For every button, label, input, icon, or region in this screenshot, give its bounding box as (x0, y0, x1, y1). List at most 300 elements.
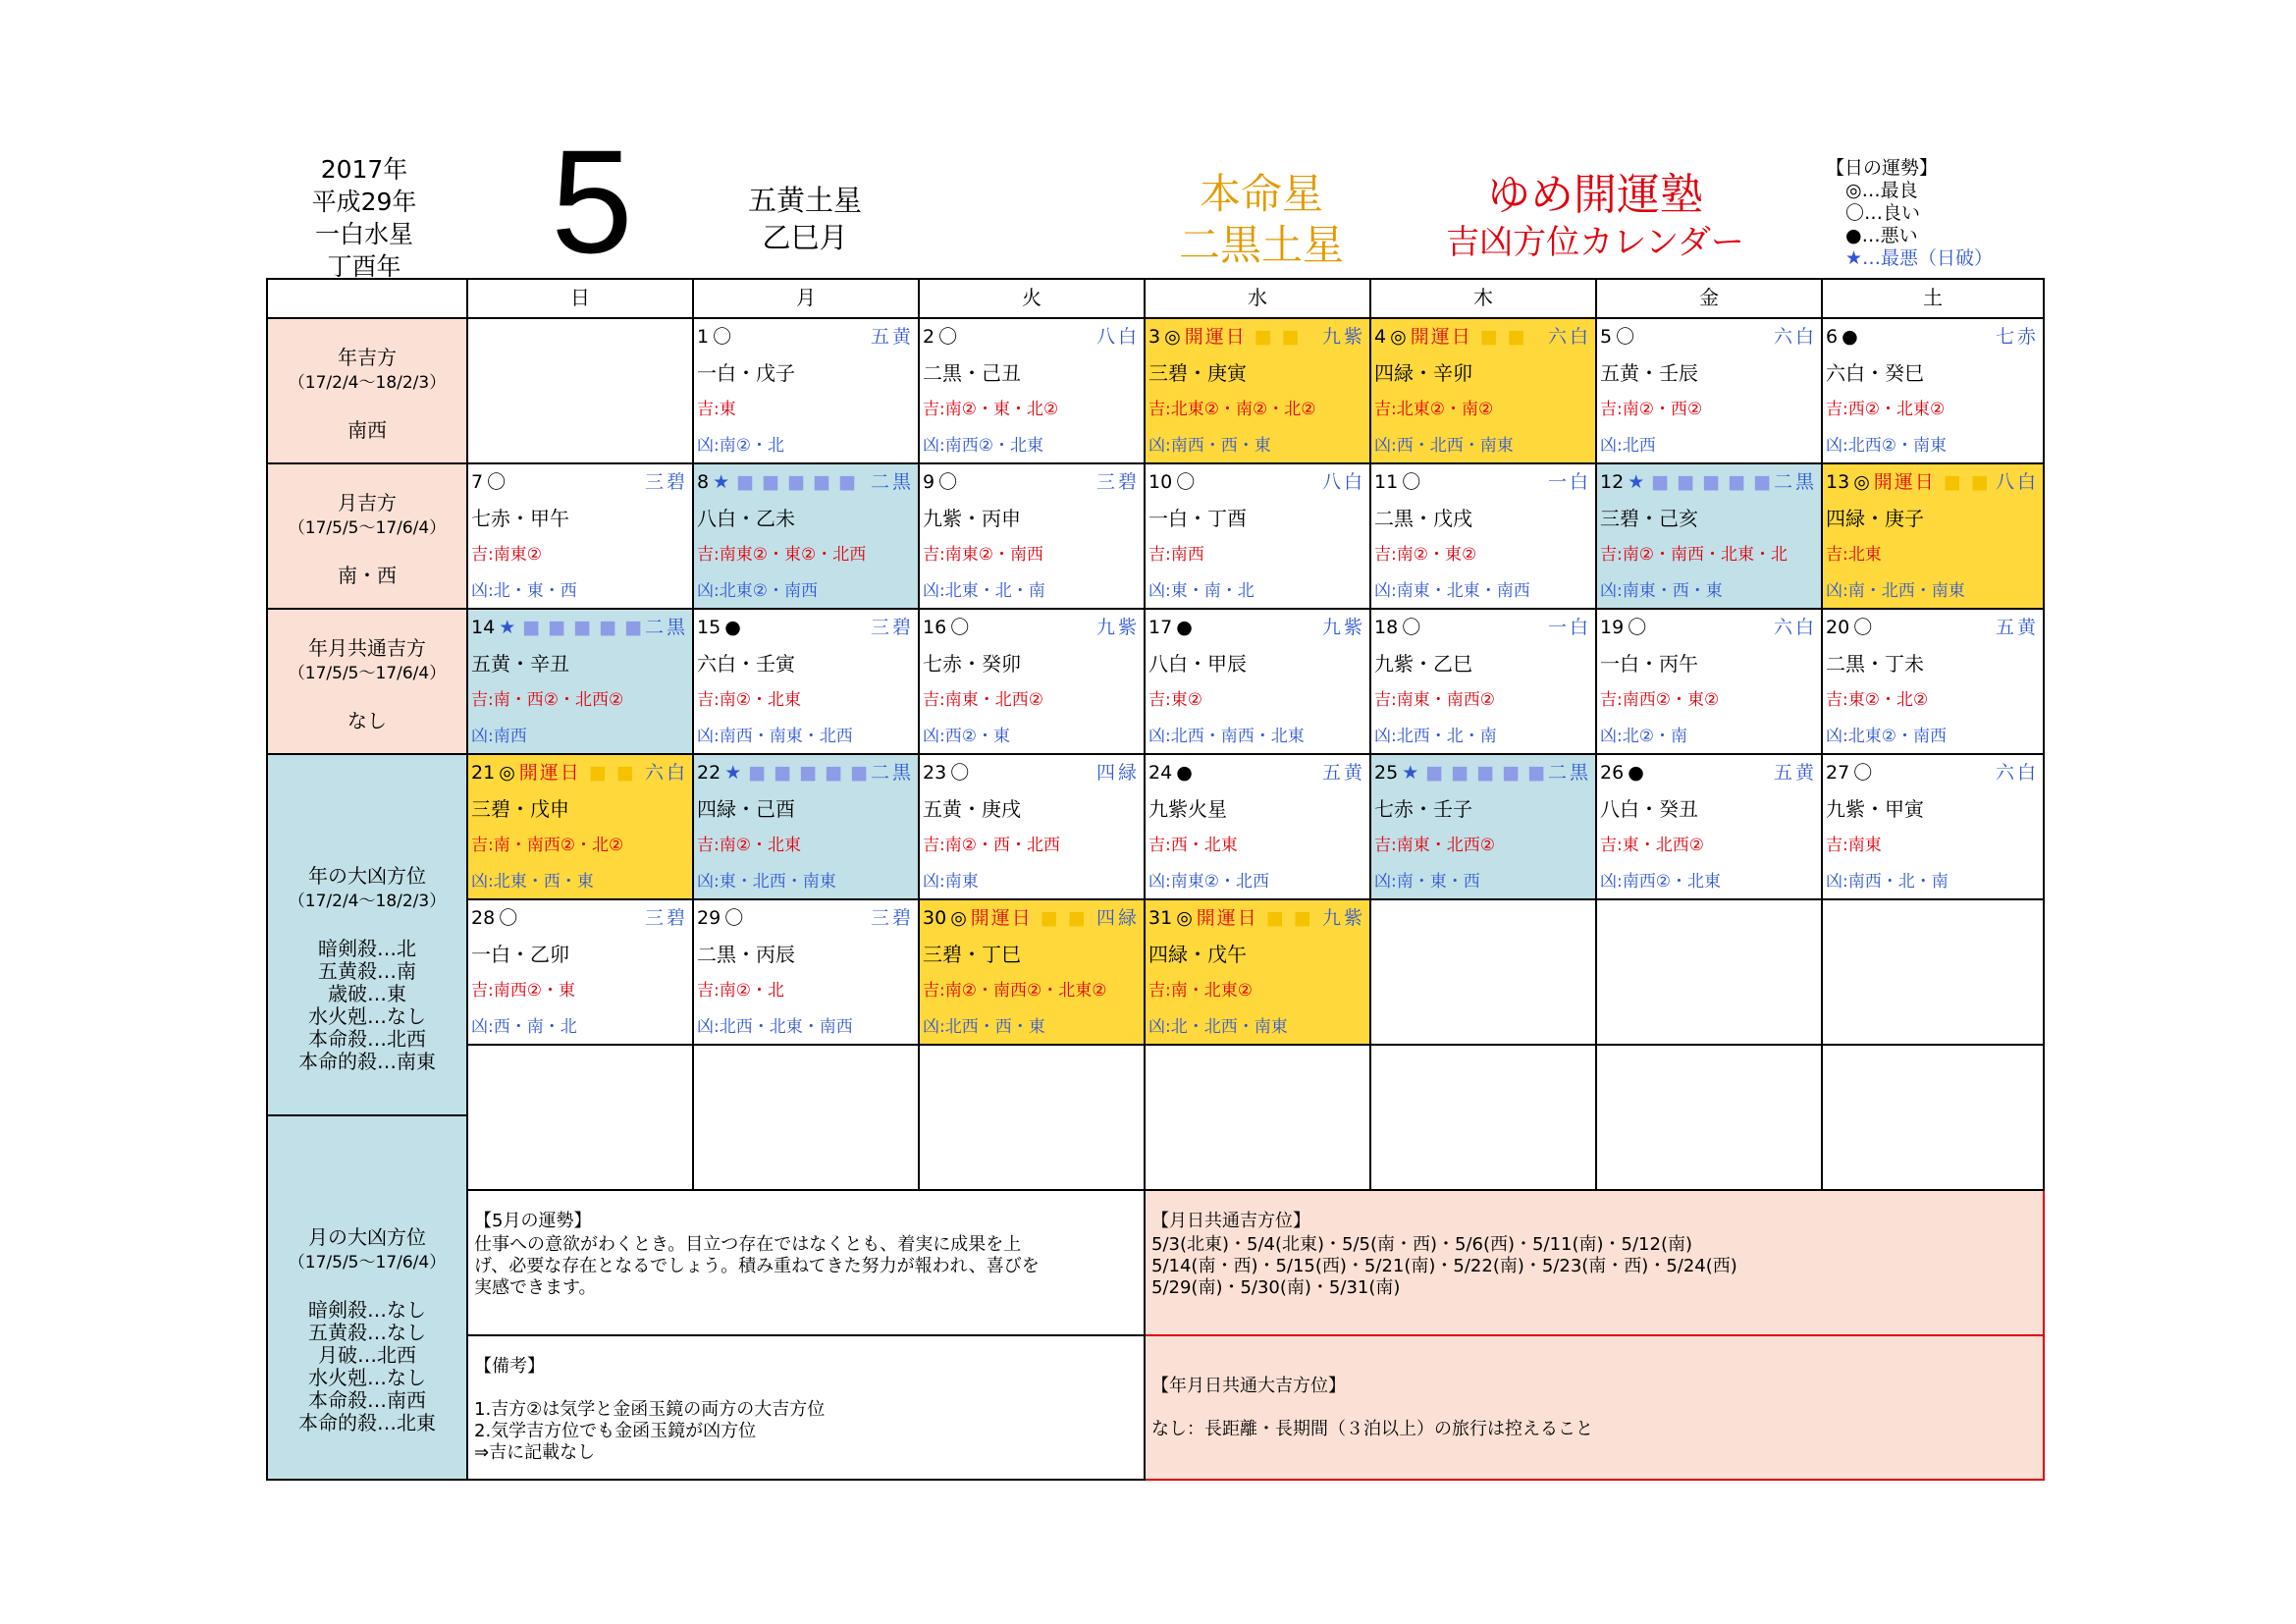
legend (1826, 157, 1993, 270)
fortune-mark: ◎ (1390, 326, 1407, 348)
day-cell (1371, 755, 1597, 900)
day-cell (1146, 610, 1371, 755)
kaiun-label: 開運日 (970, 907, 1033, 929)
day-number: 21 (471, 762, 496, 784)
sidebar-value: 本命殺…南西 (308, 1388, 426, 1412)
sidebar-dates: （17/5/5～17/6/4） (288, 518, 447, 538)
day-star: 六白 (1773, 326, 1817, 348)
day-number: 6 (1826, 326, 1839, 348)
day-number: 12 (1600, 471, 1625, 493)
empty-cell (1597, 900, 1823, 1046)
day-header-line (468, 900, 692, 937)
day-kanshi: 七赤・癸卯 (923, 652, 1021, 676)
brand-block (1433, 169, 1757, 263)
day-unlucky: 凶:北・北西・南東 (1148, 1017, 1288, 1037)
day-star: 五黄 (1773, 762, 1817, 784)
day-cell (468, 610, 694, 755)
fortune-mark: ◎ (1164, 326, 1181, 348)
great-lucky-note (1146, 1336, 2045, 1481)
day-lucky: 吉:南②・北東 (697, 690, 801, 710)
sidebar-value: なし (347, 709, 387, 732)
day-lucky: 吉:南東・南西② (1374, 690, 1495, 710)
day-kanshi: 六白・癸巳 (1826, 361, 1924, 385)
empty-cell (1371, 1046, 1597, 1191)
day-cell (1146, 464, 1371, 610)
day-header-line (1146, 610, 1369, 646)
memo-note (468, 1336, 1146, 1481)
day-number: 2 (923, 326, 935, 348)
day-lucky: 吉:南東 (1826, 836, 1882, 855)
day-header-line (694, 610, 918, 646)
day-kanshi: 二黒・丁未 (1826, 652, 1924, 676)
sidebar-value: 本命的殺…北東 (298, 1411, 436, 1435)
day-header-line (1597, 464, 1821, 501)
day-star: 七赤 (1995, 326, 2039, 348)
fortune-mark: ◎ (1176, 907, 1193, 929)
day-header-line (468, 464, 692, 501)
day-unlucky: 凶:北東②・南西 (1826, 727, 1947, 746)
day-unlucky: 凶:東・北西・南東 (697, 872, 836, 892)
sidebar-dates: （17/2/4～18/2/3） (288, 892, 447, 911)
weekday-header: 月 (694, 280, 920, 319)
day-unlucky: 凶:西・南・北 (471, 1017, 577, 1037)
weekday-header: 土 (1823, 280, 2045, 319)
decoration: ■ ■ (1246, 326, 1302, 348)
fortune-mark: 〇 (713, 326, 732, 348)
day-number: 14 (471, 617, 496, 638)
day-unlucky: 凶:南②・北 (697, 436, 784, 456)
day-kanshi: 三碧・庚寅 (1148, 361, 1247, 385)
day-kanshi: 四緑・辛卯 (1374, 361, 1472, 385)
fortune-mark: 〇 (1628, 617, 1647, 638)
day-star: 二黒 (1547, 762, 1591, 784)
fortune-mark: ★ (1628, 471, 1645, 493)
day-star: 三碧 (644, 471, 688, 493)
day-cell (1597, 319, 1823, 464)
sidebar-value: 五黄殺…南 (318, 959, 416, 983)
year-line: 2017年 (320, 155, 408, 184)
decoration: ■ ■ (1032, 907, 1088, 929)
weekday-header: 日 (468, 280, 694, 319)
day-lucky: 吉:南東②・南西 (923, 545, 1043, 565)
legend-good: 〇…良い (1845, 202, 1921, 224)
sidebar-section (268, 610, 468, 755)
day-star: 一白 (1547, 471, 1591, 493)
memo-title: 【備考】 (474, 1356, 545, 1377)
day-kanshi: 三碧・丁巳 (923, 943, 1021, 966)
day-star: 五黄 (1995, 617, 2039, 638)
day-unlucky: 凶:北西②・南東 (1826, 436, 1947, 456)
sidebar-value: 暗剣殺…なし (308, 1298, 426, 1322)
fortune-mark: ● (1176, 617, 1193, 638)
decoration: ■ ■ ■ ■ ■ (1418, 762, 1547, 784)
sidebar-section (268, 755, 468, 1116)
day-unlucky: 凶:南西 (471, 727, 527, 746)
day-number: 3 (1148, 326, 1161, 348)
day-number: 29 (697, 907, 721, 929)
day-header-line (468, 755, 692, 791)
day-cell (694, 319, 920, 464)
day-header-line (920, 319, 1144, 355)
kaiun-label: 開運日 (1410, 326, 1472, 348)
empty-cell (468, 1046, 694, 1191)
sidebar-values (268, 1299, 466, 1435)
day-unlucky: 凶:北東・西・東 (471, 872, 594, 892)
honmei-label: 本命星 (1199, 170, 1323, 218)
fortune-mark: 〇 (499, 907, 518, 929)
day-kanshi: 三碧・己亥 (1600, 507, 1698, 530)
day-kanshi: 二黒・丙辰 (697, 943, 795, 966)
day-header-line (1146, 464, 1369, 501)
day-unlucky: 凶:北②・南 (1600, 727, 1687, 746)
day-header-line (1597, 610, 1821, 646)
fortune-mark: ◎ (1853, 471, 1870, 493)
day-cell (1823, 464, 2045, 610)
day-header-line (1146, 755, 1369, 791)
day-unlucky: 凶:北西 (1600, 436, 1656, 456)
day-star: 五黄 (870, 326, 914, 348)
common-title: 【月日共通吉方位】 (1151, 1211, 1310, 1231)
day-lucky: 吉:南東② (471, 545, 542, 565)
day-kanshi: 九紫・甲寅 (1826, 797, 1924, 821)
day-star: 二黒 (644, 617, 688, 638)
fortune-mark: ★ (499, 617, 516, 638)
day-star: 九紫 (1321, 617, 1365, 638)
kaiun-label: 開運日 (1196, 907, 1258, 929)
day-star: 六白 (1995, 762, 2039, 784)
month-star-line: 五黄土星 (747, 184, 862, 217)
day-unlucky: 凶:南西・北・南 (1826, 872, 1949, 892)
fortune-mark: 〇 (1616, 326, 1635, 348)
memo-line: ⇒吉に記載なし (474, 1442, 596, 1463)
sidebar-title: 年の大凶方位 (308, 864, 426, 888)
day-header-line (920, 464, 1144, 501)
day-number: 4 (1374, 326, 1387, 348)
sidebar-content (268, 319, 466, 442)
day-header-line (920, 610, 1144, 646)
day-unlucky: 凶:北東・北・南 (923, 581, 1045, 601)
day-number: 25 (1374, 762, 1399, 784)
day-cell (1371, 610, 1597, 755)
day-number: 31 (1148, 907, 1173, 929)
day-star: 二黒 (870, 471, 914, 493)
day-header-line (468, 610, 692, 646)
day-number: 19 (1600, 617, 1625, 638)
fortune-line: げ、必要な存在となるでしょう。積み重ねてきた努力が報われ、喜びを (474, 1256, 1040, 1276)
common-line: 5/14(南・西)・5/15(西)・5/21(南)・5/22(南)・5/23(南・西)・5/24(西) (1151, 1256, 1737, 1276)
day-unlucky: 凶:北西・西・東 (923, 1017, 1045, 1037)
fortune-mark: 〇 (1402, 617, 1421, 638)
day-header-line (694, 319, 918, 355)
day-lucky: 吉:東・北西② (1600, 836, 1704, 855)
fortune-line: 実感できます。 (474, 1277, 597, 1298)
sidebar-section (268, 464, 468, 610)
day-unlucky: 凶:西②・東 (923, 727, 1010, 746)
day-number: 16 (923, 617, 947, 638)
honmei-star (1148, 169, 1374, 271)
sidebar-value: 歳破…東 (328, 982, 406, 1005)
common-lucky-note (1146, 1191, 2045, 1336)
day-kanshi: 三碧・戊申 (471, 797, 569, 821)
fortune-mark: ● (1842, 326, 1858, 348)
kaiun-label: 開運日 (1873, 471, 1936, 493)
day-lucky: 吉:西②・北東② (1826, 400, 1946, 419)
day-number: 23 (923, 762, 947, 784)
day-header-line (1597, 755, 1821, 791)
brand-title: ゆめ開運塾 (1487, 170, 1703, 220)
brand-subtitle: 吉凶方位カレンダー (1446, 223, 1744, 262)
sidebar-content (268, 464, 466, 587)
sidebar-value: 本命殺…北西 (308, 1027, 426, 1051)
day-number: 27 (1826, 762, 1850, 784)
day-cell (920, 900, 1146, 1046)
day-kanshi: 八白・乙未 (697, 507, 795, 530)
fortune-mark: 〇 (1853, 617, 1873, 638)
day-header-line (1146, 900, 1369, 937)
day-lucky: 吉:南東・北西② (923, 690, 1043, 710)
day-unlucky: 凶:北・東・西 (471, 581, 577, 601)
day-kanshi: 七赤・甲午 (471, 507, 569, 530)
day-kanshi: 五黄・壬辰 (1600, 361, 1698, 385)
fortune-mark: 〇 (950, 617, 970, 638)
day-unlucky: 凶:北東②・南西 (697, 581, 818, 601)
sidebar-title: 年月共通吉方 (308, 636, 426, 660)
day-star: 四緑 (1095, 907, 1140, 929)
day-kanshi: 七赤・壬子 (1374, 797, 1472, 821)
day-header-line (1371, 755, 1595, 791)
decoration: ■ ■ (1257, 907, 1313, 929)
decoration: ■ ■ ■ ■ ■ (1644, 471, 1773, 493)
fortune-mark: 〇 (724, 907, 744, 929)
day-number: 28 (471, 907, 496, 929)
day-kanshi: 八白・癸丑 (1600, 797, 1698, 821)
great-line: なし：長距離・長期間（３泊以上）の旅行は控えること (1151, 1419, 1593, 1439)
fortune-mark: 〇 (1402, 471, 1421, 493)
day-cell (468, 900, 694, 1046)
day-kanshi: 四緑・戊午 (1148, 943, 1247, 966)
day-kanshi: 一白・乙卯 (471, 943, 569, 966)
day-number: 20 (1826, 617, 1850, 638)
day-header-line (1371, 464, 1595, 501)
day-star: 二黒 (870, 762, 914, 784)
day-star: 八白 (1095, 326, 1140, 348)
day-unlucky: 凶:北西・北東・南西 (697, 1017, 853, 1037)
sidebar-value: 本命的殺…南東 (298, 1050, 436, 1073)
era-line: 平成29年 (311, 188, 417, 216)
kaiun-label: 開運日 (1184, 326, 1247, 348)
day-number: 11 (1374, 471, 1399, 493)
day-header-line (1823, 319, 2043, 355)
day-kanshi: 九紫・乙巳 (1374, 652, 1472, 676)
day-star: 三碧 (1095, 471, 1140, 493)
day-lucky: 吉:北東②・南②・北② (1148, 400, 1316, 419)
day-lucky: 吉:南②・北 (697, 981, 784, 1001)
day-number: 24 (1148, 762, 1173, 784)
common-line: 5/3(北東)・5/4(北東)・5/5(南・西)・5/6(西)・5/11(南)・5/12(南) (1151, 1234, 1692, 1255)
day-star: 五黄 (1321, 762, 1365, 784)
sidebar-value: 水火剋…なし (308, 1366, 426, 1389)
day-cell (920, 319, 1146, 464)
year-star-line: 一白水星 (314, 220, 413, 248)
sidebar-content (268, 1116, 466, 1435)
sidebar-value: 暗剣殺…北 (318, 937, 416, 960)
fortune-line: 仕事への意欲がわくとき。目立つ存在ではなくとも、着実に成果を上 (474, 1234, 1022, 1255)
day-cell (920, 755, 1146, 900)
day-lucky: 吉:北東 (1826, 545, 1882, 565)
day-unlucky: 凶:南・北西・南東 (1826, 581, 1965, 601)
day-lucky: 吉:南②・北東 (697, 836, 801, 855)
day-kanshi: 一白・丁酉 (1148, 507, 1247, 530)
day-header-line (1823, 464, 2043, 501)
day-cell (694, 900, 920, 1046)
day-number: 17 (1148, 617, 1173, 638)
spacer (1151, 1399, 2037, 1419)
fortune-mark: 〇 (938, 326, 958, 348)
empty-cell (468, 319, 694, 464)
day-cell (1823, 319, 2045, 464)
day-unlucky: 凶:南・東・西 (1374, 872, 1480, 892)
day-cell (920, 610, 1146, 755)
day-unlucky: 凶:東・南・北 (1148, 581, 1255, 601)
sidebar-section (268, 319, 468, 464)
day-cell (1597, 610, 1823, 755)
day-header-line (1597, 319, 1821, 355)
day-unlucky: 凶:南東・西・東 (1600, 581, 1723, 601)
empty-cell (920, 1046, 1146, 1191)
day-kanshi: 九紫火星 (1148, 797, 1227, 821)
day-star: 三碧 (870, 617, 914, 638)
day-star: 六白 (1547, 326, 1591, 348)
sidebar-section (268, 1116, 468, 1481)
decoration: ■ ■ (580, 762, 636, 784)
day-lucky: 吉:南・北東② (1148, 981, 1253, 1001)
day-lucky: 吉:南②・西・北西 (923, 836, 1060, 855)
common-line: 5/29(南)・5/30(南)・5/31(南) (1151, 1277, 1401, 1298)
day-header-line (694, 900, 918, 937)
sidebar-content (268, 610, 466, 732)
day-header-line (694, 464, 918, 501)
day-header-line (920, 900, 1144, 937)
month-kanshi-line: 乙巳月 (762, 221, 848, 254)
day-star: 八白 (1321, 471, 1365, 493)
day-unlucky: 凶:南西・南東・北西 (697, 727, 853, 746)
day-lucky: 吉:南②・東・北② (923, 400, 1059, 419)
day-cell (1823, 610, 2045, 755)
memo-line: 2.気学吉方位でも金函玉鏡が凶方位 (474, 1421, 757, 1441)
day-star: 九紫 (1095, 617, 1140, 638)
day-lucky: 吉:南②・東② (1374, 545, 1477, 565)
great-title: 【年月日共通大吉方位】 (1151, 1376, 1346, 1396)
day-lucky: 吉:北東②・南② (1374, 400, 1494, 419)
corner-cell (268, 280, 468, 319)
day-star: 四緑 (1095, 762, 1140, 784)
day-number: 10 (1148, 471, 1173, 493)
decoration: ■ ■ ■ ■ ■ (741, 762, 870, 784)
sidebar-value: 南・西 (338, 564, 397, 587)
day-header-line (920, 755, 1144, 791)
day-number: 9 (923, 471, 935, 493)
sidebar-values (268, 565, 466, 587)
day-number: 7 (471, 471, 484, 493)
day-star: 三碧 (870, 907, 914, 929)
fortune-mark: ◎ (499, 762, 515, 784)
fortune-mark: ★ (713, 471, 730, 493)
legend-best: ◎…最良 (1845, 180, 1918, 201)
memo-line: 1.吉方②は気学と金函玉鏡の両方の大吉方位 (474, 1399, 826, 1420)
sidebar-value: 水火剋…なし (308, 1004, 426, 1028)
day-lucky: 吉:南・南西②・北② (471, 836, 624, 855)
sidebar-title: 年吉方 (338, 346, 397, 369)
sidebar-dates: （17/2/4～18/2/3） (288, 373, 447, 393)
day-unlucky: 凶:北西・北・南 (1374, 727, 1497, 746)
day-cell (1823, 755, 2045, 900)
sidebar-title: 月の大凶方位 (308, 1225, 426, 1249)
day-lucky: 吉:南東②・東②・北西 (697, 545, 867, 565)
day-lucky: 吉:南②・西② (1600, 400, 1703, 419)
month-number: 5 (551, 119, 633, 284)
day-cell (694, 610, 920, 755)
day-kanshi: 五黄・辛丑 (471, 652, 569, 676)
day-number: 22 (697, 762, 721, 784)
weekday-header: 火 (920, 280, 1146, 319)
day-star: 六白 (644, 762, 688, 784)
legend-worst: ★…最悪（日破） (1845, 247, 1994, 269)
day-kanshi: 四緑・己酉 (697, 797, 795, 821)
decoration: ■ ■ (1935, 471, 1991, 493)
day-kanshi: 五黄・庚戌 (923, 797, 1021, 821)
day-header-line (1823, 755, 2043, 791)
fortune-mark: ★ (1402, 762, 1419, 784)
fortune-mark: 〇 (1853, 762, 1873, 784)
year-info (294, 153, 434, 283)
day-cell (1597, 755, 1823, 900)
day-cell (1146, 755, 1371, 900)
day-star: 六白 (1773, 617, 1817, 638)
month-star (707, 182, 903, 256)
day-unlucky: 凶:南西②・北東 (923, 436, 1043, 456)
sidebar-values (268, 419, 466, 442)
sidebar-content (268, 755, 466, 1073)
day-number: 8 (697, 471, 710, 493)
calendar-grid (266, 278, 2045, 1481)
sidebar-value: 月破…北西 (318, 1343, 416, 1367)
day-unlucky: 凶:西・北西・南東 (1374, 436, 1514, 456)
decoration: ■ ■ (1471, 326, 1527, 348)
day-cell (694, 755, 920, 900)
fortune-mark: ★ (724, 762, 742, 784)
day-unlucky: 凶:南東②・北西 (1148, 872, 1269, 892)
day-lucky: 吉:東 (697, 400, 736, 419)
day-star: 三碧 (644, 907, 688, 929)
sidebar-dates: （17/5/5～17/6/4） (288, 1253, 447, 1272)
empty-cell (694, 1046, 920, 1191)
day-star: 一白 (1547, 617, 1591, 638)
day-lucky: 吉:南西②・東 (471, 981, 575, 1001)
day-lucky: 吉:南東・北西② (1374, 836, 1495, 855)
day-number: 30 (923, 907, 947, 929)
fortune-note (468, 1191, 1146, 1336)
day-unlucky: 凶:北西・南西・北東 (1148, 727, 1305, 746)
fortune-title: 【5月の運勢】 (474, 1211, 592, 1231)
empty-cell (1146, 1046, 1371, 1191)
sidebar-values (268, 938, 466, 1073)
day-cell (1597, 464, 1823, 610)
day-star: 二黒 (1773, 471, 1817, 493)
day-star: 九紫 (1321, 326, 1365, 348)
empty-cell (1823, 900, 2045, 1046)
day-number: 18 (1374, 617, 1399, 638)
day-lucky: 吉:東②・北② (1826, 690, 1929, 710)
